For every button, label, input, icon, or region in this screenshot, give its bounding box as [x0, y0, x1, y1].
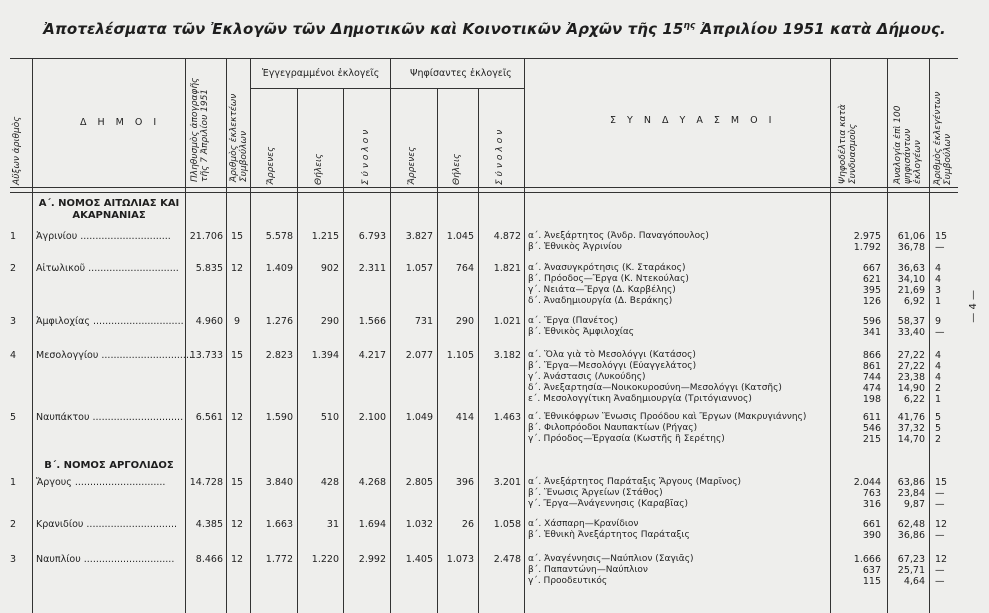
coalition-votes: 611 [862, 412, 881, 423]
seats-value: 12 [230, 519, 244, 530]
coalition-percentage: 36,86 [897, 530, 925, 541]
header-percentage: Ἀναλογία ἐπὶ 100 ψηφισάντων ἐκλογέων [893, 105, 923, 184]
coalition-votes: 637 [862, 565, 881, 576]
header-elected: Ἀριθμὸς ἐκλεγέντων Συμβούλων [933, 91, 953, 185]
coalition-votes: 215 [862, 434, 881, 445]
voted-women-value: 1.105 [446, 350, 474, 361]
coalition-percentage: 21,69 [897, 285, 925, 296]
coalition-elected: 5 [935, 412, 942, 423]
coalition-elected: — [935, 488, 945, 499]
header-coalitions: Σ Υ Ν Δ Υ Α Σ Μ Ο Ι [610, 115, 776, 126]
coalition-percentage: 33,40 [897, 327, 925, 338]
header-registered-men: Ἄρρενες [266, 146, 276, 185]
seats-value: 15 [230, 477, 244, 488]
coalition-elected: — [935, 327, 945, 338]
coalition-name: β΄. Πρόοδος—Ἔργα (Κ. Ντεκούλας) [528, 274, 689, 284]
registered-women-value: 428 [320, 477, 339, 488]
registered-men-value: 5.578 [265, 231, 293, 242]
population-value: 5.835 [195, 263, 223, 274]
coalition-name: α΄. Ἀνεξάρτητος (Ἀνδρ. Παναγόπουλος) [528, 231, 709, 241]
municipality-name: Μεσολογγίου .............................. [36, 350, 192, 361]
voted-total-value: 1.021 [493, 316, 521, 327]
population-value: 4.960 [195, 316, 223, 327]
registered-total-value: 4.268 [358, 477, 386, 488]
registered-total-value: 2.311 [358, 263, 386, 274]
row-serial-number: 4 [10, 350, 17, 361]
coalition-name: α΄. Ἔργα (Πανέτος) [528, 316, 618, 326]
title-text-end: Ἀπριλίου 1951 κατὰ Δήμους. [695, 20, 946, 38]
population-value: 21.706 [189, 231, 223, 242]
voted-men-value: 3.827 [405, 231, 433, 242]
voted-men-value: 1.057 [405, 263, 433, 274]
coalition-votes: 2.044 [853, 477, 881, 488]
coalition-elected: 4 [935, 350, 942, 361]
voted-total-value: 1.821 [493, 263, 521, 274]
header-voted: Ψηφίσαντες ἐκλογεῖς [410, 68, 512, 79]
population-value: 4.385 [195, 519, 223, 530]
coalition-votes: 763 [862, 488, 881, 499]
coalition-elected: — [935, 576, 945, 587]
coalition-percentage: 4,64 [903, 576, 925, 587]
header-serial: Αὔξων ἀριθμὸς [12, 116, 22, 185]
municipality-name: Αἰτωλικοῦ .............................. [36, 263, 179, 274]
leader-dots: .............................. [83, 519, 178, 530]
leader-dots: .............................. [98, 350, 192, 361]
page-number: — 4 — [968, 290, 979, 323]
coalition-name: δ΄. Ἀνεξαρτησία—Νοικοκυροσύνη—Μεσολόγγι (Κατσῆς) [528, 383, 782, 393]
voted-women-value: 396 [455, 477, 474, 488]
voted-women-value: 1.045 [446, 231, 474, 242]
coalition-elected: — [935, 565, 945, 576]
voted-total-value: 4.872 [493, 231, 521, 242]
registered-total-value: 2.992 [358, 554, 386, 565]
voted-men-value: 1.405 [405, 554, 433, 565]
coalition-name: β΄. Φιλοπρόοδοι Ναυπακτίων (Ρήγας) [528, 423, 698, 433]
registered-women-value: 1.394 [311, 350, 339, 361]
voted-men-value: 2.077 [405, 350, 433, 361]
municipality-name: Κρανιδίου .............................. [36, 519, 178, 530]
coalition-elected: — [935, 242, 945, 253]
leader-dots: .............................. [90, 316, 184, 327]
voted-total-value: 2.478 [493, 554, 521, 565]
coalition-name: ε΄. Μεσολογγίτικη Ἀναδημιουργία (Τριτόγιαννος) [528, 394, 752, 404]
municipality-name: Ναυπάκτου .............................. [36, 412, 184, 423]
coalition-name: δ΄. Ἀναδημιουργία (Δ. Βεράκης) [528, 296, 673, 306]
coalition-votes: 1.666 [853, 554, 881, 565]
coalition-name: α΄. Ὅλα γιὰ τὸ Μεσολόγγι (Κατάσος) [528, 350, 696, 360]
coalition-elected: 4 [935, 372, 942, 383]
coalition-votes: 546 [862, 423, 881, 434]
leader-dots: .............................. [71, 477, 166, 488]
coalition-votes: 390 [862, 530, 881, 541]
row-serial-number: 2 [10, 519, 17, 530]
registered-men-value: 1.409 [265, 263, 293, 274]
coalition-elected: — [935, 499, 945, 510]
coalition-percentage: 6,22 [903, 394, 925, 405]
coalition-votes: 621 [862, 274, 881, 285]
coalition-elected: 1 [935, 296, 942, 307]
coalition-percentage: 34,10 [897, 274, 925, 285]
coalition-votes: 861 [862, 361, 881, 372]
row-serial-number: 3 [10, 316, 17, 327]
leader-dots: .............................. [85, 263, 179, 274]
voted-women-value: 290 [455, 316, 474, 327]
coalition-elected: — [935, 530, 945, 541]
coalition-votes: 115 [862, 576, 881, 587]
registered-women-value: 510 [320, 412, 339, 423]
registered-women-value: 902 [320, 263, 339, 274]
coalition-percentage: 14,70 [897, 434, 925, 445]
coalition-percentage: 27,22 [897, 350, 925, 361]
coalition-percentage: 41,76 [897, 412, 925, 423]
registered-women-value: 31 [326, 519, 339, 530]
coalition-elected: 5 [935, 423, 942, 434]
registered-women-value: 1.220 [311, 554, 339, 565]
registered-total-value: 1.566 [358, 316, 386, 327]
coalition-percentage: 23,84 [897, 488, 925, 499]
title-text: Ἀποτελέσματα τῶν Ἐκλογῶν τῶν Δημοτικῶν καὶ Κοινοτικῶν Ἀρχῶν τῆς 15 [43, 20, 684, 38]
registered-men-value: 1.276 [265, 316, 293, 327]
row-serial-number: 3 [10, 554, 17, 565]
coalition-elected: 2 [935, 383, 942, 394]
header-registered-total: Σύνολον [361, 126, 371, 185]
coalition-votes: 341 [862, 327, 881, 338]
coalition-votes: 126 [862, 296, 881, 307]
coalition-name: α΄. Ἐθνικόφρων Ἕνωσις Προόδου καὶ Ἔργων (Μακρυγιάννης) [528, 412, 807, 422]
coalition-name: β΄. Ἔργα—Μεσολόγγι (Εὐαγγελάτος) [528, 361, 697, 371]
seats-value: 12 [230, 412, 244, 423]
coalition-elected: 4 [935, 274, 942, 285]
coalition-votes: 1.792 [853, 242, 881, 253]
coalition-name: β΄. Ἕνωσις Ἀργείων (Στάθος) [528, 488, 663, 498]
coalition-percentage: 36,78 [897, 242, 925, 253]
coalition-elected: 1 [935, 394, 942, 405]
registered-men-value: 2.823 [265, 350, 293, 361]
seats-value: 12 [230, 263, 244, 274]
coalition-elected: 9 [935, 316, 942, 327]
coalition-name: γ΄. Ἔργα—Ἀνάγεννησις (Καραβῖας) [528, 499, 689, 509]
coalition-percentage: 6,92 [903, 296, 925, 307]
header-councillors: Ἀριθμὸς ἐκλεκτέων Συμβούλων [229, 93, 249, 182]
voted-total-value: 3.182 [493, 350, 521, 361]
registered-total-value: 4.217 [358, 350, 386, 361]
coalition-name: γ΄. Πρόοδος—Ἐργασία (Κωστῆς ἢ Σερέτης) [528, 434, 725, 444]
coalition-name: γ΄. Ἀνάστασις (Λυκούδης) [528, 372, 646, 382]
row-serial-number: 1 [10, 477, 17, 488]
coalition-votes: 474 [862, 383, 881, 394]
population-value: 14.728 [189, 477, 223, 488]
leader-dots: .............................. [89, 412, 184, 423]
leader-dots: .............................. [77, 231, 171, 242]
registered-women-value: 290 [320, 316, 339, 327]
coalition-percentage: 14,90 [897, 383, 925, 394]
voted-women-value: 26 [461, 519, 474, 530]
header-voted-total: Σύνολον [495, 126, 505, 185]
seats-value: 12 [230, 554, 244, 565]
municipality-name: Ναυπλίου .............................. [36, 554, 175, 565]
coalition-elected: 12 [935, 554, 948, 565]
header-votes: Ψηφοδέλτια κατὰ Συνδυασμοὺς [838, 104, 858, 184]
coalition-name: β΄. Ἐθνικὴ Ἀνεξάρτητος Παράταξις [528, 530, 690, 540]
coalition-votes: 2.975 [853, 231, 881, 242]
header-population: Πληθυσμὸς ἀπογραφῆς τῆς 7 Ἀπριλίου 1951 [190, 77, 210, 182]
seats-value: 15 [230, 350, 244, 361]
header-registered-women: Θήλεις [314, 153, 324, 185]
coalition-elected: 12 [935, 519, 948, 530]
coalition-percentage: 36,63 [897, 263, 925, 274]
header-voted-women: Θήλεις [452, 153, 462, 185]
coalition-percentage: 23,38 [897, 372, 925, 383]
registered-women-value: 1.215 [311, 231, 339, 242]
coalition-elected: 4 [935, 361, 942, 372]
registered-men-value: 1.590 [265, 412, 293, 423]
coalition-percentage: 62,48 [897, 519, 925, 530]
coalition-elected: 15 [935, 477, 948, 488]
coalition-name: β΄. Ἐθνικὸς Ἀμφιλοχίας [528, 327, 635, 337]
coalition-name: α΄. Ἀναγέννησις—Ναύπλιον (Σαγιᾶς) [528, 554, 694, 564]
coalition-percentage: 37,32 [897, 423, 925, 434]
voted-women-value: 1.073 [446, 554, 474, 565]
population-value: 6.561 [195, 412, 223, 423]
voted-men-value: 731 [414, 316, 433, 327]
coalition-name: α΄. Ἀνασυγκρότησις (Κ. Σταράκος) [528, 263, 686, 273]
coalition-votes: 661 [862, 519, 881, 530]
header-registered: Ἐγγεγραμμένοι ἐκλογεῖς [262, 68, 380, 79]
coalition-percentage: 25,71 [897, 565, 925, 576]
registered-men-value: 1.772 [265, 554, 293, 565]
coalition-name: α΄. Χάσπαρη—Κρανίδιον [528, 519, 639, 529]
voted-men-value: 1.032 [405, 519, 433, 530]
coalition-percentage: 61,06 [897, 231, 925, 242]
leader-dots: .............................. [80, 554, 175, 565]
population-value: 8.466 [195, 554, 223, 565]
registered-total-value: 1.694 [358, 519, 386, 530]
coalition-name: α΄. Ἀνεξάρτητος Παράταξις Ἄργους (Μαρῖνος) [528, 477, 742, 487]
coalition-name: β΄. Παπαντώνη—Ναύπλιον [528, 565, 648, 575]
header-municipalities: Δ Η Μ Ο Ι [80, 117, 161, 128]
coalition-elected: 15 [935, 231, 948, 242]
coalition-votes: 866 [862, 350, 881, 361]
coalition-name: γ΄. Νειάτα—Ἔργα (Δ. Καρβέλης) [528, 285, 676, 295]
title-superscript: ης [683, 21, 696, 31]
coalition-percentage: 63,86 [897, 477, 925, 488]
coalition-percentage: 58,37 [897, 316, 925, 327]
voted-total-value: 1.463 [493, 412, 521, 423]
coalition-elected: 3 [935, 285, 942, 296]
coalition-votes: 667 [862, 263, 881, 274]
voted-total-value: 1.058 [493, 519, 521, 530]
municipality-name: Ἀμφιλοχίας .............................. [36, 316, 184, 327]
registered-men-value: 3.840 [265, 477, 293, 488]
voted-women-value: 764 [455, 263, 474, 274]
coalition-name: β΄. Ἐθνικὸς Ἀγρινίου [528, 242, 622, 252]
seats-value: 15 [230, 231, 244, 242]
coalition-votes: 316 [862, 499, 881, 510]
coalition-votes: 744 [862, 372, 881, 383]
population-value: 13.733 [189, 350, 223, 361]
municipality-name: Ἄργους .............................. [36, 477, 166, 488]
coalition-votes: 596 [862, 316, 881, 327]
voted-women-value: 414 [455, 412, 474, 423]
voted-men-value: 1.049 [405, 412, 433, 423]
coalition-votes: 198 [862, 394, 881, 405]
section-label: Α΄. ΝΟΜΟΣ ΑΙΤΩΛΙΑΣ ΚΑΙ ΑΚΑΡΝΑΝΙΑΣ [38, 198, 180, 221]
seats-value: 9 [233, 316, 241, 327]
row-serial-number: 1 [10, 231, 17, 242]
coalition-elected: 2 [935, 434, 942, 445]
coalition-percentage: 27,22 [897, 361, 925, 372]
coalition-name: γ΄. Προοδευτικός [528, 576, 608, 586]
row-serial-number: 2 [10, 263, 17, 274]
header-voted-men: Ἄρρενες [407, 146, 417, 185]
registered-total-value: 6.793 [358, 231, 386, 242]
municipality-name: Ἀγρινίου .............................. [36, 231, 171, 242]
voted-men-value: 2.805 [405, 477, 433, 488]
registered-total-value: 2.100 [358, 412, 386, 423]
page-title [0, 20, 989, 38]
registered-men-value: 1.663 [265, 519, 293, 530]
coalition-votes: 395 [862, 285, 881, 296]
coalition-elected: 4 [935, 263, 942, 274]
section-label: Β΄. ΝΟΜΟΣ ΑΡΓΟΛΙΔΟΣ [44, 460, 174, 471]
coalition-percentage: 67,23 [897, 554, 925, 565]
voted-total-value: 3.201 [493, 477, 521, 488]
coalition-percentage: 9,87 [903, 499, 925, 510]
row-serial-number: 5 [10, 412, 17, 423]
